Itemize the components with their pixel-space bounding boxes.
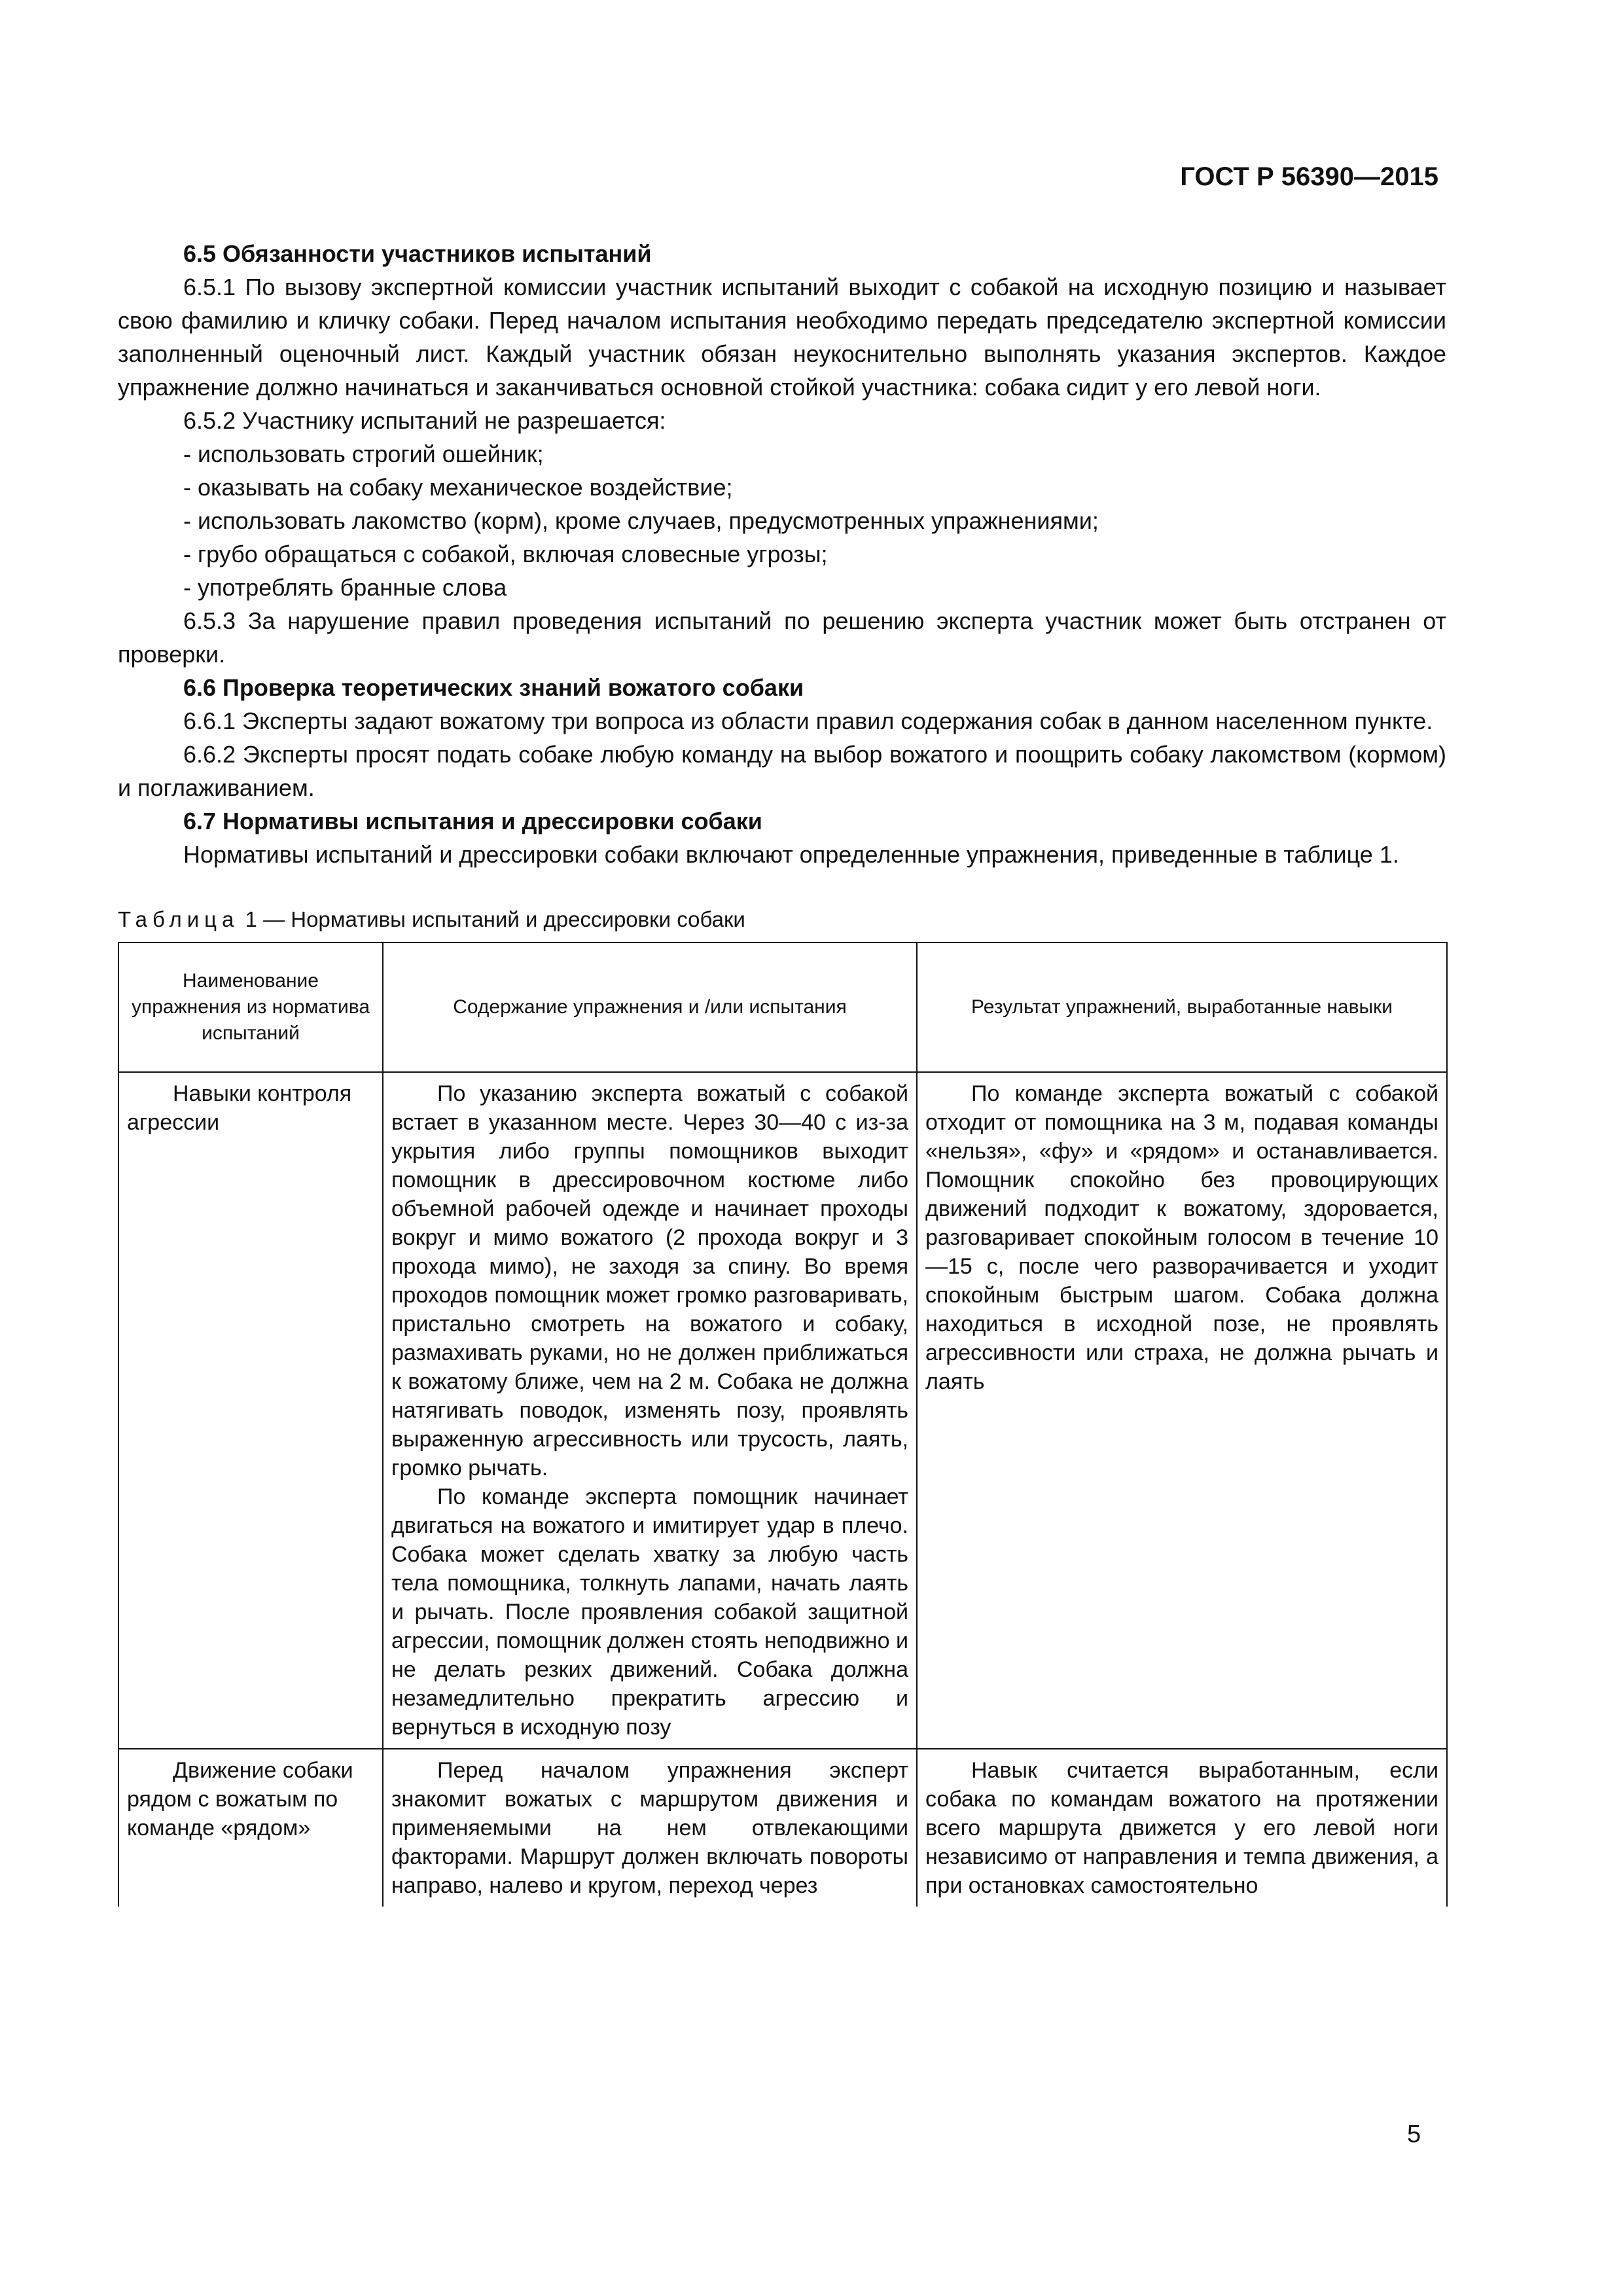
paragraph-6-7-intro: Нормативы испытаний и дрессировки собаки включают определенные упражнения, приведенные в таблице 1. bbox=[183, 841, 1399, 868]
table-row bbox=[118, 1749, 1447, 1907]
paragraph-6-6-2: 6.6.2 Эксперты просят подать собаке любую команду на выбор вожатого и поощрить собаку лакомством (кормом) и поглаживанием. bbox=[118, 741, 1446, 801]
list-item: - оказывать на собаку механическое воздействие; bbox=[183, 474, 733, 501]
paragraph-6-5-2: 6.5.2 Участнику испытаний не разрешается: bbox=[183, 407, 666, 434]
section-heading-6-7: 6.7 Нормативы испытания и дрессировки собаки bbox=[183, 808, 762, 834]
table-cell-exercise-name bbox=[118, 1749, 383, 1907]
page-number: 5 bbox=[1407, 2121, 1421, 2148]
cell-text: Навыки контроля агрессии bbox=[127, 1081, 352, 1135]
list-item: - использовать строгий ошейник; bbox=[183, 440, 544, 467]
table-cell-content bbox=[383, 1072, 917, 1749]
cell-text: Движение собаки рядом с вожатым по команде «рядом» bbox=[127, 1758, 353, 1840]
paragraph-6-6-1: 6.6.1 Эксперты задают вожатому три вопроса из области правил содержания собак в данном населенном пункте. bbox=[183, 708, 1433, 734]
table-caption-label: Таблица bbox=[118, 907, 240, 931]
list-item: - грубо обращаться с собакой, включая словесные угрозы; bbox=[183, 541, 828, 567]
list-item: - употреблять бранные слова bbox=[183, 574, 507, 601]
table-cell-content bbox=[383, 1749, 917, 1907]
paragraph-6-5-3: 6.5.3 За нарушение правил проведения испытаний по решению эксперта участник может быть отстранен от проверки. bbox=[118, 607, 1446, 668]
page-content bbox=[118, 237, 1446, 1907]
table-cell-result bbox=[917, 1072, 1447, 1749]
cell-text: По указанию эксперта вожатый с собакой встает в указанном месте. Через 30—40 с из-за укрытия либо группы помощников выходит помощник в дрессировочном костюме либо объемной рабочей одежде и начинает проходы вокруг и мимо вожатого (2 прохода вокруг и 3 прохода мимо), не заходя за спину. Во время проходов помощник может громко разговаривать, пристально смотреть на вожатого и собаку, размахивать руками, но не должен приближаться к вожатому ближе, чем на 2 м. Собака не должна натягивать поводок, изменять позу, проявлять выраженную агрессивность или трусость, лаять, громко рычать. bbox=[391, 1081, 908, 1480]
list-item: - использовать лакомство (корм), кроме случаев, предусмотренных упражнениями; bbox=[183, 507, 1099, 534]
cell-text: По команде эксперта помощник начинает двигаться на вожатого и имитирует удар в плечо. Собака может сделать хватку за любую часть тела помощника, толкнуть лапами, начать лаять и рычать. После проявления собакой защитной агрессии, помощник должен стоять неподвижно и не делать резких движений. Собака должна незамедлительно прекратить агрессию и вернуться в исходную позу bbox=[391, 1484, 908, 1740]
table-row bbox=[118, 1072, 1447, 1749]
standards-table bbox=[118, 942, 1448, 1907]
cell-text: Навык считается выработанным, если собака по командам вожатого на протяжении всего маршрута движется у его левой ноги независимо от направления и темпа движения, а при остановках самостоятельно bbox=[925, 1758, 1438, 1898]
table-header-cell: Содержание упражнения и /или испытания bbox=[383, 942, 917, 1072]
table-caption-title: 1 — Нормативы испытаний и дрессировки собаки bbox=[239, 907, 745, 931]
section-heading-6-5: 6.5 Обязанности участников испытаний bbox=[183, 240, 652, 267]
document-header: ГОСТ Р 56390—2015 bbox=[1180, 162, 1438, 191]
cell-text: Перед началом упражнения эксперт знакомит вожатых с маршрутом движения и применяемыми на нем отвлекающими факторами. Маршрут должен включать повороты направо, налево и кругом, переход через bbox=[391, 1758, 908, 1898]
table-header-cell: Результат упражнений, выработанные навыки bbox=[917, 942, 1447, 1072]
table-cell-exercise-name bbox=[118, 1072, 383, 1749]
table-header-cell: Наименование упражнения из норматива испытаний bbox=[118, 942, 383, 1072]
table-caption bbox=[118, 905, 1446, 934]
section-heading-6-6: 6.6 Проверка теоретических знаний вожатого собаки bbox=[183, 674, 804, 701]
cell-text: По команде эксперта вожатый с собакой отходит от помощника на 3 м, подавая команды «нельзя», «фу» и «рядом» и останавливается. Помощник спокойно без провоцирующих движений подходит к вожатому, здоровается, разговаривает спокойным голосом в течение 10—15 с, после чего разворачивается и уходит спокойным быстрым шагом. Собака должна находиться в исходной позе, не проявлять агрессивности или страха, не должна рычать и лаять bbox=[925, 1081, 1438, 1394]
paragraph-6-5-1: 6.5.1 По вызову экспертной комиссии участник испытаний выходит с собакой на исходную позицию и называет свою фамилию и кличку собаки. Перед началом испытания необходимо передать председателю экспертной комиссии заполненный оценочный лист. Каждый участник обязан неукоснительно выполнять указания экспертов. Каждое упражнение должно начинаться и заканчиваться основной стойкой участника: собака сидит у его левой ноги. bbox=[118, 274, 1446, 401]
table-cell-result bbox=[917, 1749, 1447, 1907]
table-header-row bbox=[118, 942, 1447, 1072]
